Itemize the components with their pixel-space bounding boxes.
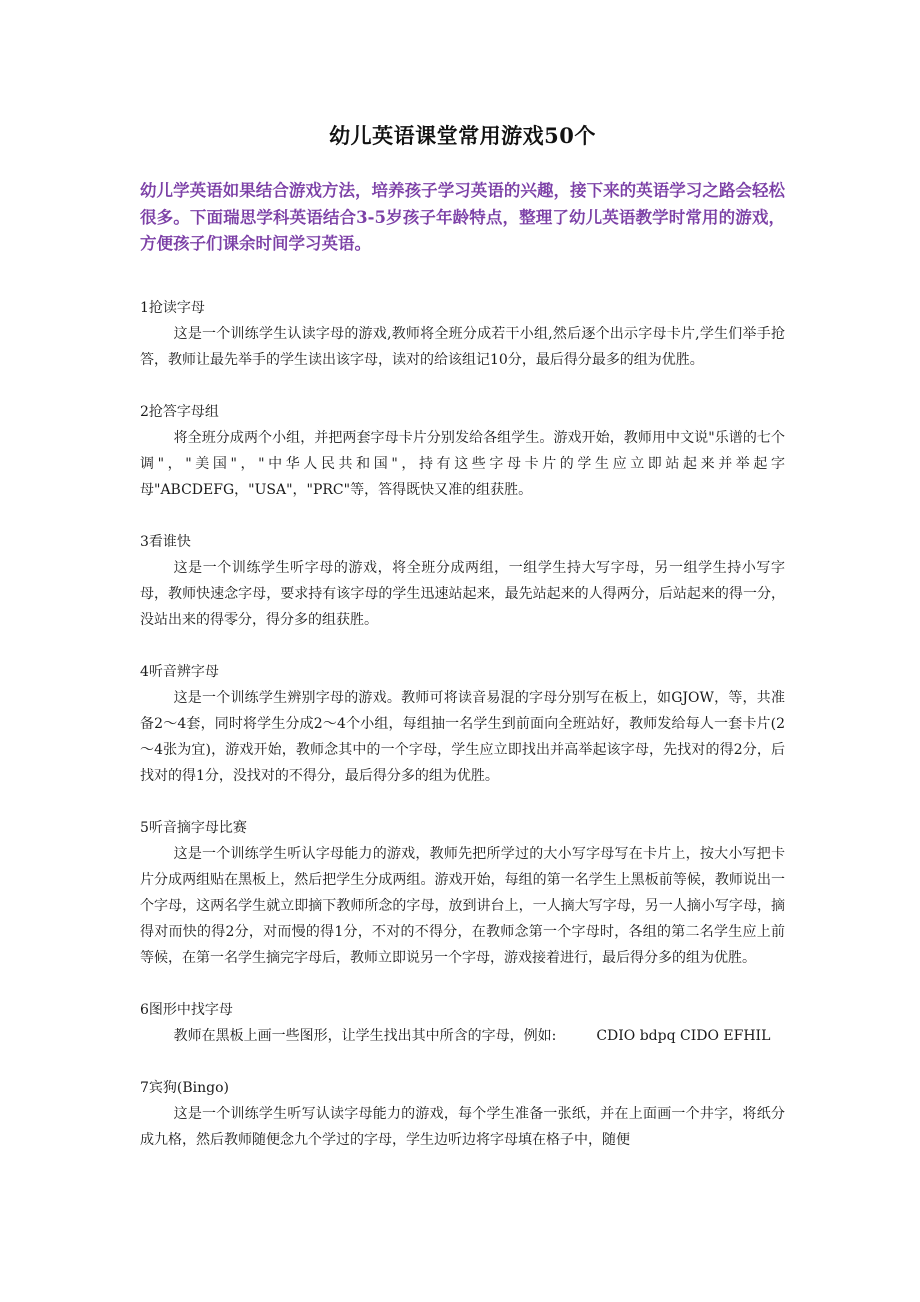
section-body: 这是一个训练学生辨别字母的游戏。教师可将读音易混的字母分别写在板上，如GJOW，等，共准备2～4套，同时将学生分成2～4个小组，每组抽一名学生到前面向全班站好，教师发给每人一套卡片(2～4张为宜)，游戏开始，教师念其中的一个字母，学生应立即找出并高举起该字母，先找对的得2分，后找对的得1分，没找对的不得分，最后得分多的组为优胜。 <box>140 689 785 784</box>
section-body-text: 教师在黑板上画一些图形，让学生找出其中所含的字母，例如: <box>173 1027 557 1044</box>
section-body: 这是一个训练学生认读字母的游戏,教师将全班分成若干小组,然后逐个出示字母卡片,学生们举手抢答，教师让最先举手的学生读出该字母，读对的给该组记10分，最后得分最多的组为优胜。 <box>140 325 785 368</box>
section-7 <box>140 1075 785 1153</box>
section-1 <box>140 295 785 373</box>
section-5 <box>140 815 785 971</box>
section-title: 1抢读字母 <box>140 299 205 316</box>
section-6 <box>140 997 785 1049</box>
section-body: 这是一个训练学生听认字母能力的游戏，教师先把所学过的大小写字母写在卡片上，按大小写把卡片分成两组贴在黑板上，然后把学生分成两组。游戏开始，每组的第一名学生上黑板前等候，教师说出一个字母，这两名学生就立即摘下教师所念的字母，放到讲台上，一人摘大写字母，另一人摘小写字母，摘得对而快的得2分，对而慢的得1分，不对的不得分，在教师念第一个字母时，各组的第二名学生应上前等候，在第一名学生摘完字母后，教师立即说另一个字母，游戏接着进行，最后得分多的组为优胜。 <box>140 845 785 966</box>
section-4 <box>140 659 785 789</box>
document-page <box>140 0 785 1153</box>
intro-paragraph: 幼儿学英语如果结合游戏方法，培养孩子学习英语的兴趣，接下来的英语学习之路会轻松很多。下面瑞思学科英语结合3-5岁孩子年龄特点，整理了幼儿英语教学时常用的游戏，方便孩子们课余时间学习英语。 <box>140 181 785 253</box>
section-body: 这是一个训练学生听写认读字母能力的游戏，每个学生准备一张纸，并在上面画一个井字，将纸分成九格，然后教师随便念九个学过的字母，学生边听边将字母填在格子中，随便 <box>140 1105 785 1148</box>
section-title: 5听音摘字母比赛 <box>140 819 247 836</box>
section-title: 7宾狗(Bingo) <box>140 1079 230 1096</box>
section-3 <box>140 529 785 633</box>
section-body: 这是一个训练学生听字母的游戏，将全班分成两组，一组学生持大写字母，另一组学生持小写字母，教师快速念字母，要求持有该字母的学生迅速站起来，最先站起来的人得两分，后站起来的得一分，没站出来的得零分，得分多的组获胜。 <box>140 559 785 628</box>
section-title: 3看谁快 <box>140 533 191 550</box>
example-letters: CDIO bdpq CIDO EFHIL <box>596 1027 771 1044</box>
section-title: 4听音辨字母 <box>140 663 219 680</box>
section-body <box>140 1023 785 1049</box>
document-title: 幼儿英语课堂常用游戏50个 <box>329 123 596 148</box>
section-body: 将全班分成两个小组，并把两套字母卡片分别发给各组学生。游戏开始，教师用中文说"乐谱的七个调"，"美国"，"中华人民共和国"，持有这些字母卡片的学生应立即站起来并举起字母"ABCDEFG，"USA"，"PRC"等，答得既快又准的组获胜。 <box>140 429 785 498</box>
section-2 <box>140 399 785 503</box>
section-title: 6图形中找字母 <box>140 1001 233 1018</box>
section-title: 2抢答字母组 <box>140 403 219 420</box>
